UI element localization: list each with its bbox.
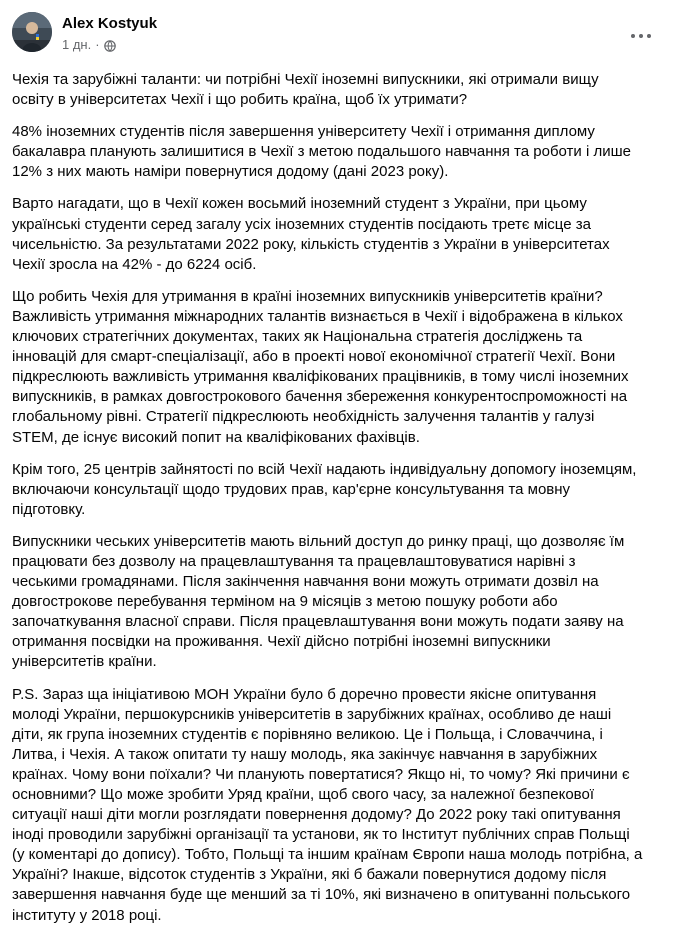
post-paragraph: 48% іноземних студентів після завершення університету Чехії і отримання диплому бакалавра планують залишитися в Чехії з метою подальшого навчання та роботи і лише 12% з них мають наміри повернутися додому (дані 2023 року). — [12, 123, 631, 181]
globe-icon[interactable] — [104, 40, 116, 52]
post-meta — [62, 37, 116, 53]
meta-separator: · — [95, 37, 100, 52]
post-paragraph: Крім того, 25 центрів зайнятості по всій Чехії надають індивідуальну допомогу іноземцям, включаючи консультації щодо трудових прав, кар'єрне консультування та мовну підготовку. — [12, 460, 637, 518]
more-horizontal-icon — [631, 34, 635, 38]
post-header — [12, 12, 664, 56]
post-body — [12, 70, 644, 926]
post-paragraph: Чехія та зарубіжні таланти: чи потрібні Чехії іноземні випускники, які отримали вищу освіту в університетах Чехії і що робить країна, щоб їх утримати? — [12, 71, 599, 109]
avatar-image — [12, 12, 52, 52]
post-timestamp[interactable]: 1 дн. — [62, 37, 92, 52]
author-name[interactable]: Alex Kostyuk — [62, 15, 158, 32]
post-paragraph: Випускники чеських університетів мають вільний доступ до ринку праці, що дозволяє їм працювати без дозволу на працевлаштування та працевлаштовуватися нарівні з чеськими громадянами. Після закінчення навчання вони можуть отримати дозвіл на довгострокове перебування терміном на 9 місяців з метою пошуку роботи або започаткування власної справи. Після працевлаштування вони можуть подати заяву на отримання посвідки на проживання. Чехії дійсно потрібні іноземні випускники університетів країни. — [12, 532, 625, 671]
post-paragraph: Варто нагадати, що в Чехії кожен восьмий іноземний студент з України, при цьому українські студенти серед загалу усіх іноземних студентів посідають третє місце за чисельністю. За результатами 2022 року, кількість студентів з України в університетах Чехії зросла на 42% - до 6224 осіб. — [12, 195, 610, 273]
post-paragraph: P.S. Зараз ща ініціативою МОН України було б доречно провести якісне опитування молоді України, першокурсників університетів в зарубіжних країнах, особливо де наші діти, як група іноземних студентів є порівняно великою. Це і Польща, і Словаччина, і Литва, і Чехія. А також опитати ту нашу молодь, яка закінчує навчання в зарубіжних країнах. Чому вони поїхали? Чи планують повертатися? Якщо ні, то чому? Які причини є основними? Що може зробити Уряд країни, щоб свого часу, за належної безпекової ситуації наші діти могли розглядати повернення додому? До 2022 року такі опитування іноді проводили зарубіжні організації та установи, як то Інститут публічних справ Польщі (у коментарі до допису). Тобто, Польщі та іншим країнам Європи наша молодь потрібна, а Україні? Інакше, відсоток студентів з України, які б бажали повернутися додому після завершення навчання буде ще менший за ті 10%, які визначено в опитуванні польського інституту у 2018 році. — [12, 685, 643, 924]
post-paragraph: Що робить Чехія для утримання в країні іноземних випускників університетів країни? Важливість утримання міжнародних талантів визнається в Чехії і відображена в кількох ключових стратегічних документах, таких як Національна стратегія досліджень та інновацій для смарт-спеціалізації, або в проекті нової економічної стратегії Чехії. Вони підкреслюють важливість утримання кваліфікованих працівників, в тому числі іноземних випускників, в рамках довгострокового бачення збереження конкурентоспроможності на глобальному рівні. Стратегії підкреслюють необхідність залучення талантів у галузі STEM, де існує високий попит на кваліфікованих фахівців. — [12, 287, 629, 446]
more-options-button[interactable] — [628, 26, 654, 46]
avatar[interactable] — [12, 12, 52, 52]
